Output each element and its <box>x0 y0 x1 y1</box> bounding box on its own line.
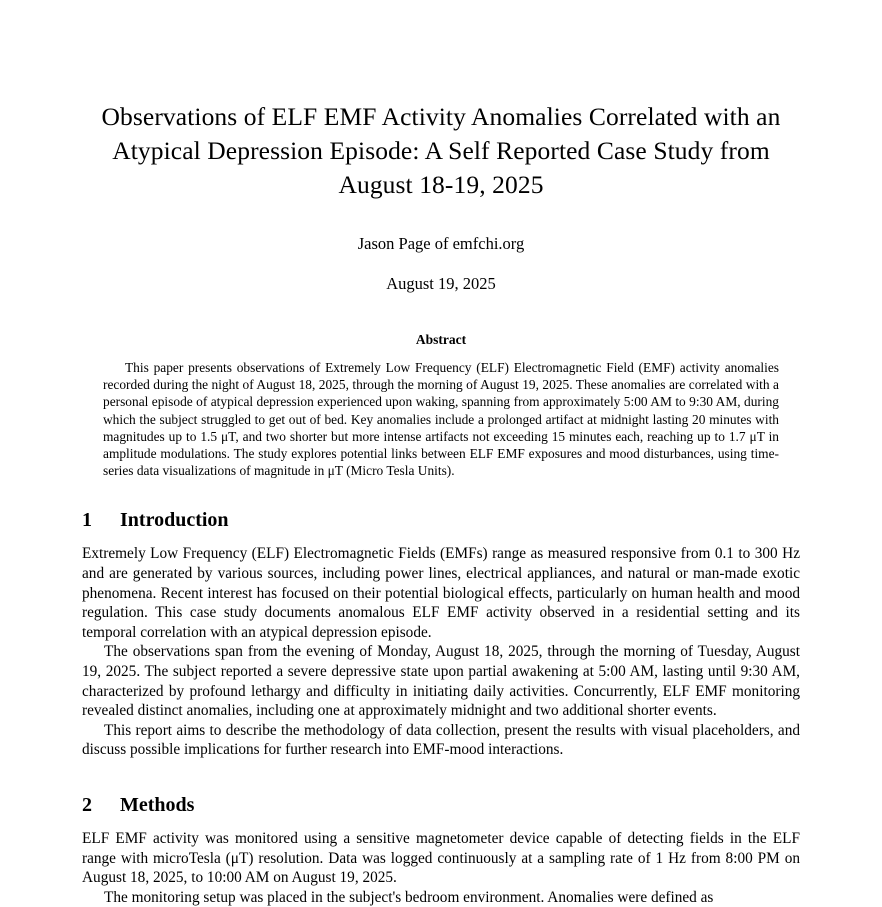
paragraph: Extremely Low Frequency (ELF) Electromagnetic Fields (EMFs) range as measured responsive from 0.1 to 300 Hz and are generated by various sources, including power lines, electrical appliances, and natural or man-made exotic phenomena. Recent interest has focused on their potential biological effects, particularly on human health and mood regulation. This case study documents anomalous ELF EMF activity observed in a residential setting and its temporal correlation with an atypical depression episode. <box>82 545 800 641</box>
section-introduction <box>82 509 800 760</box>
page-title: Observations of ELF EMF Activity Anomalies Correlated with an Atypical Depression Episode: A Self Reported Case Study from August 18-19, 2025 <box>101 102 781 199</box>
paragraph: This report aims to describe the methodology of data collection, present the results with visual placeholders, and discuss possible implications for further research into EMF-mood interactions. <box>82 721 800 759</box>
section-methods <box>82 794 800 907</box>
section-heading-2 <box>82 794 800 817</box>
abstract-heading: Abstract <box>415 332 467 347</box>
section-heading-1 <box>82 509 800 532</box>
section-title-1: Introduction <box>120 509 229 532</box>
paragraph: The observations span from the evening of Monday, August 18, 2025, through the morning of Tuesday, August 19, 2025. The subject reported a severe depressive state upon partial awakening at 5:00 AM, lasting until 9:30 AM, characterized by profound lethargy and difficulty in initiating daily activities. Concurrently, ELF EMF monitoring revealed distinct anomalies, including one at approximately midnight and two additional shorter events. <box>82 643 800 720</box>
section-number-2: 2 <box>82 793 92 816</box>
section-title-2: Methods <box>120 793 195 816</box>
paragraph: The monitoring setup was placed in the subject's bedroom environment. Anomalies were defined as <box>104 888 714 906</box>
date-line: August 19, 2025 <box>386 274 496 293</box>
section-number-1: 1 <box>82 509 92 532</box>
author-line: Jason Page of emfchi.org <box>357 234 525 253</box>
paragraph: ELF EMF activity was monitored using a sensitive magnetometer device capable of detecting fields in the ELF range with microTesla (μT) resolution. Data was logged continuously at a sampling rate of 1 Hz from 8:00 PM on August 18, 2025, to 10:00 AM on August 19, 2025. <box>82 829 800 887</box>
abstract-text: This paper presents observations of Extremely Low Frequency (ELF) Electromagnetic Field (EMF) activity anomalies recorded during the night of August 18, 2025, through the morning of August 19, 2025. These anomalies are correlated with a personal episode of atypical depression experienced upon waking, spanning from approximately 5:00 AM to 9:30 AM, during which the subject struggled to get out of bed. Key anomalies include a prolonged artifact at midnight lasting 20 minutes with magnitudes up to 1.5 μT, and two shorter but more intense artifacts not exceeding 15 minutes each, reaching up to 1.7 μT in amplitude modulations. The study explores potential links between ELF EMF exposures and mood disturbances, using time-series data visualizations of magnitude in μT (Micro Tesla Units). <box>103 360 779 479</box>
